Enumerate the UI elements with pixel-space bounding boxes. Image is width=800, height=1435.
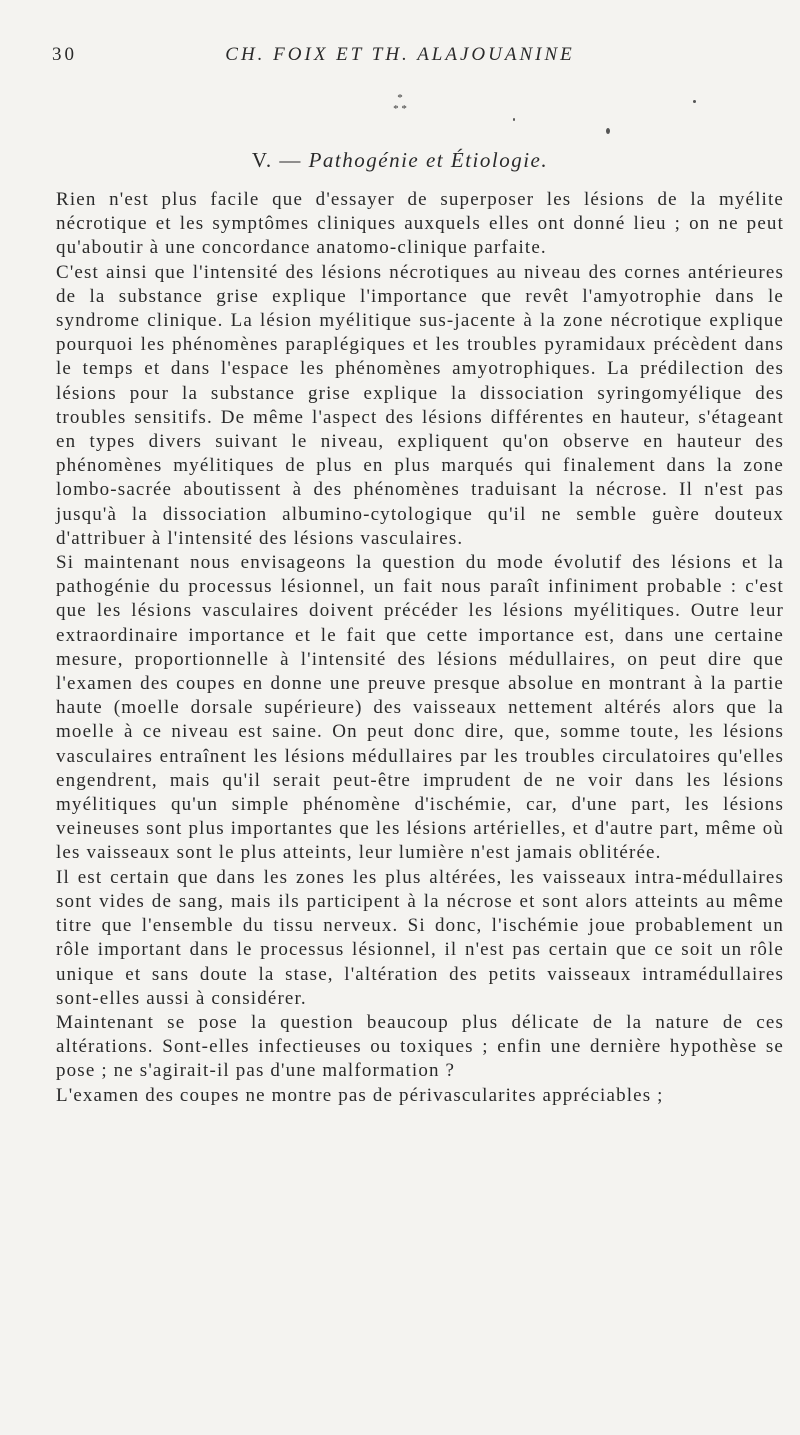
section-heading — [0, 148, 800, 173]
asterism-top: * — [397, 92, 403, 104]
paragraph-2: C'est ainsi que l'intensité des lésions nécrotiques au niveau des cornes antérieures de la substance grise explique l'importance que revêt l'amyotrophie dans le syndrome clinique. La lésion myélitique sus-jacente à la zone nécrotique explique pourquoi les phénomènes paraplégiques et les troubles pyramidaux précèdent dans le temps et dans l'espace les phénomènes amyotrophiques. La prédilection des lésions pour la substance grise explique la dissociation syringomyélique des troubles sensitifs. De même l'aspect des lésions différentes en hauteur, s'étageant en types divers suivant le niveau, expliquent qu'on observe en hauteur des phénomènes myélitiques de plus en plus marqués qui finalement dans la zone lombo-sacrée aboutissent à des phénomènes traduisant la nécrose. Il n'est pas jusqu'à la dissociation albumino-cytologique qu'il ne semble guère douteux d'attribuer à l'intensité des lésions vasculaires. — [56, 261, 784, 549]
paragraph-5: Maintenant se pose la question beaucoup plus délicate de la nature de ces altérations. Sont-elles infectieuses ou toxiques ; enfin une dernière hypothèse se pose ; ne s'agirait-il pas d'une malformation ? — [56, 1011, 784, 1082]
section-dash: — — [279, 148, 302, 172]
asterism — [0, 93, 800, 115]
running-title: CH. FOIX ET TH. ALAJOUANINE — [225, 44, 575, 65]
paragraph-1: Rien n'est plus facile que d'essayer de superposer les lésions de la myélite nécrotique et les symptômes cliniques auxquels elles ont donné lieu ; on ne peut qu'aboutir à une concordance anatomo-clinique parfaite. — [56, 189, 784, 259]
section-title: Pathogénie et Étiologie. — [308, 148, 549, 172]
page-number: 30 — [52, 44, 77, 65]
paragraph-4: Il est certain que dans les zones les plus altérées, les vaisseaux intra-médullaires sont vides de sang, mais ils participent à la nécrose et sont alors atteints au même titre que l'ensemble du tissu nerveux. Si donc, l'ischémie joue probablement un rôle important dans le processus lésionnel, il n'est pas certain que ce soit un rôle unique et sans doute la stase, l'altération des petits vaisseaux intramédullaires sont-elles aussi à considérer. — [56, 866, 784, 1009]
running-head — [52, 44, 748, 74]
paragraph-3: Si maintenant nous envisageons la question du mode évolutif des lésions et la pathogénie du processus lésionnel, un fait nous paraît infiniment probable : c'est que les lésions vasculaires doivent précéder les lésions myélitiques. Outre leur extraordinaire importance et le fait que cette importance est, dans une certaine mesure, proportionnelle à l'intensité des lésions médullaires, on peut dire que l'examen des coupes en donne une preuve presque absolue en montrant à la partie haute (moelle dorsale supérieure) des vaisseaux nettement altérés alors que la moelle à ce niveau est saine. On peut donc dire, que, somme toute, les lésions vasculaires entraînent les lésions médullaires par les troubles circulatoires qu'elles engendrent, mais qu'il serait peut-être imprudent de ne voir dans les lésions myélitiques qu'un simple phénomène d'ischémie, car, d'une part, les lésions veineuses sont plus importantes que les lésions artérielles, et d'autre part, même où les vaisseaux sont le plus atteints, leur lumière n'est jamais oblitérée. — [56, 552, 784, 864]
ink-speck — [693, 100, 696, 103]
asterism-bottom: * * — [393, 103, 407, 115]
ink-speck — [606, 128, 610, 134]
section-numeral: V. — [251, 148, 273, 172]
body-text — [56, 188, 784, 1108]
ink-speck — [513, 118, 515, 121]
paragraph-6: L'examen des coupes ne montre pas de périvascularites appréciables ; — [56, 1084, 664, 1106]
